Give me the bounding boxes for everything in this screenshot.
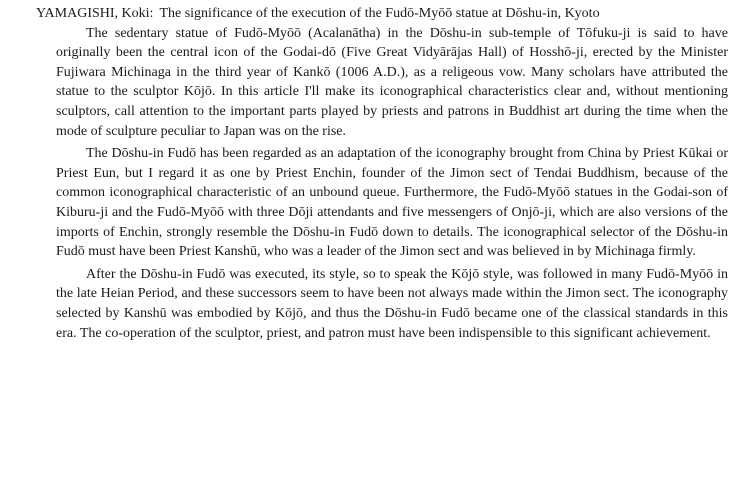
- paragraph-2: The Dōshu-in Fudō has been regarded as an adaptation of the iconography brought from China by Priest Kūkai or Priest Eun, but I regard it as one by Priest Enchin, founder of the Jimon sect of Tendai Buddhism, because of the common iconographical characteristic of an unbound queue. Furthermore, the Fudō-Myōō statues in the Godai-son of Kiburu-ji and the Fudō-Myōō with three Dōji attendants and five messengers of Onjō-ji, which are also versions of the imports of Enchin, strongly resemble the Dōshu-in Fudō down to details. The iconographical selector of the Dōshu-in Fudō must have been Priest Kanshū, who was a leader of the Jimon sect and was believed in by Michinaga firmly.: [56, 146, 728, 260]
- paragraph-1: The sedentary statue of Fudō-Myōō (Acalanātha) in the Dōshu-in sub-temple of Tōfuku-ji is said to have originally been the central icon of the Godai-dō (Five Great Vidyārājas Hall) of Hosshō-ji, erected by the Minister Fujiwara Michinaga in the third year of Kankō (1006 A.D.), as a religeous vow. Many scholars have attributed the statue to the sculptor Kōjō. In this article I'll make its iconographical characteristics clear and, without mentioning sculptors, call attention to the important parts played by priests and patrons in Buddhist art during the time when the mode of sculpture peculiar to Japan was on the rise.: [56, 25, 728, 139]
- author-name: YAMAGISHI, Koki:: [36, 6, 154, 21]
- article-title: The significance of the execution of the Fudō-Myōō statue at Dōshu-in, Kyoto: [159, 6, 600, 21]
- article-header: [36, 4, 734, 24]
- paragraph-3: After the Dōshu-in Fudō was executed, its style, so to speak the Kōjō style, was followed in many Fudō-Myōō in the late Heian Period, and these successors seem to have been not always made within the Jimon sect. The iconography selected by Kanshū was embodied by Kōjō, and thus the Dōshu-in Fudō became one of the classical standards in this era. The co-operation of the sculptor, priest, and patron must have been indispensible to this significant achievement.: [56, 266, 728, 341]
